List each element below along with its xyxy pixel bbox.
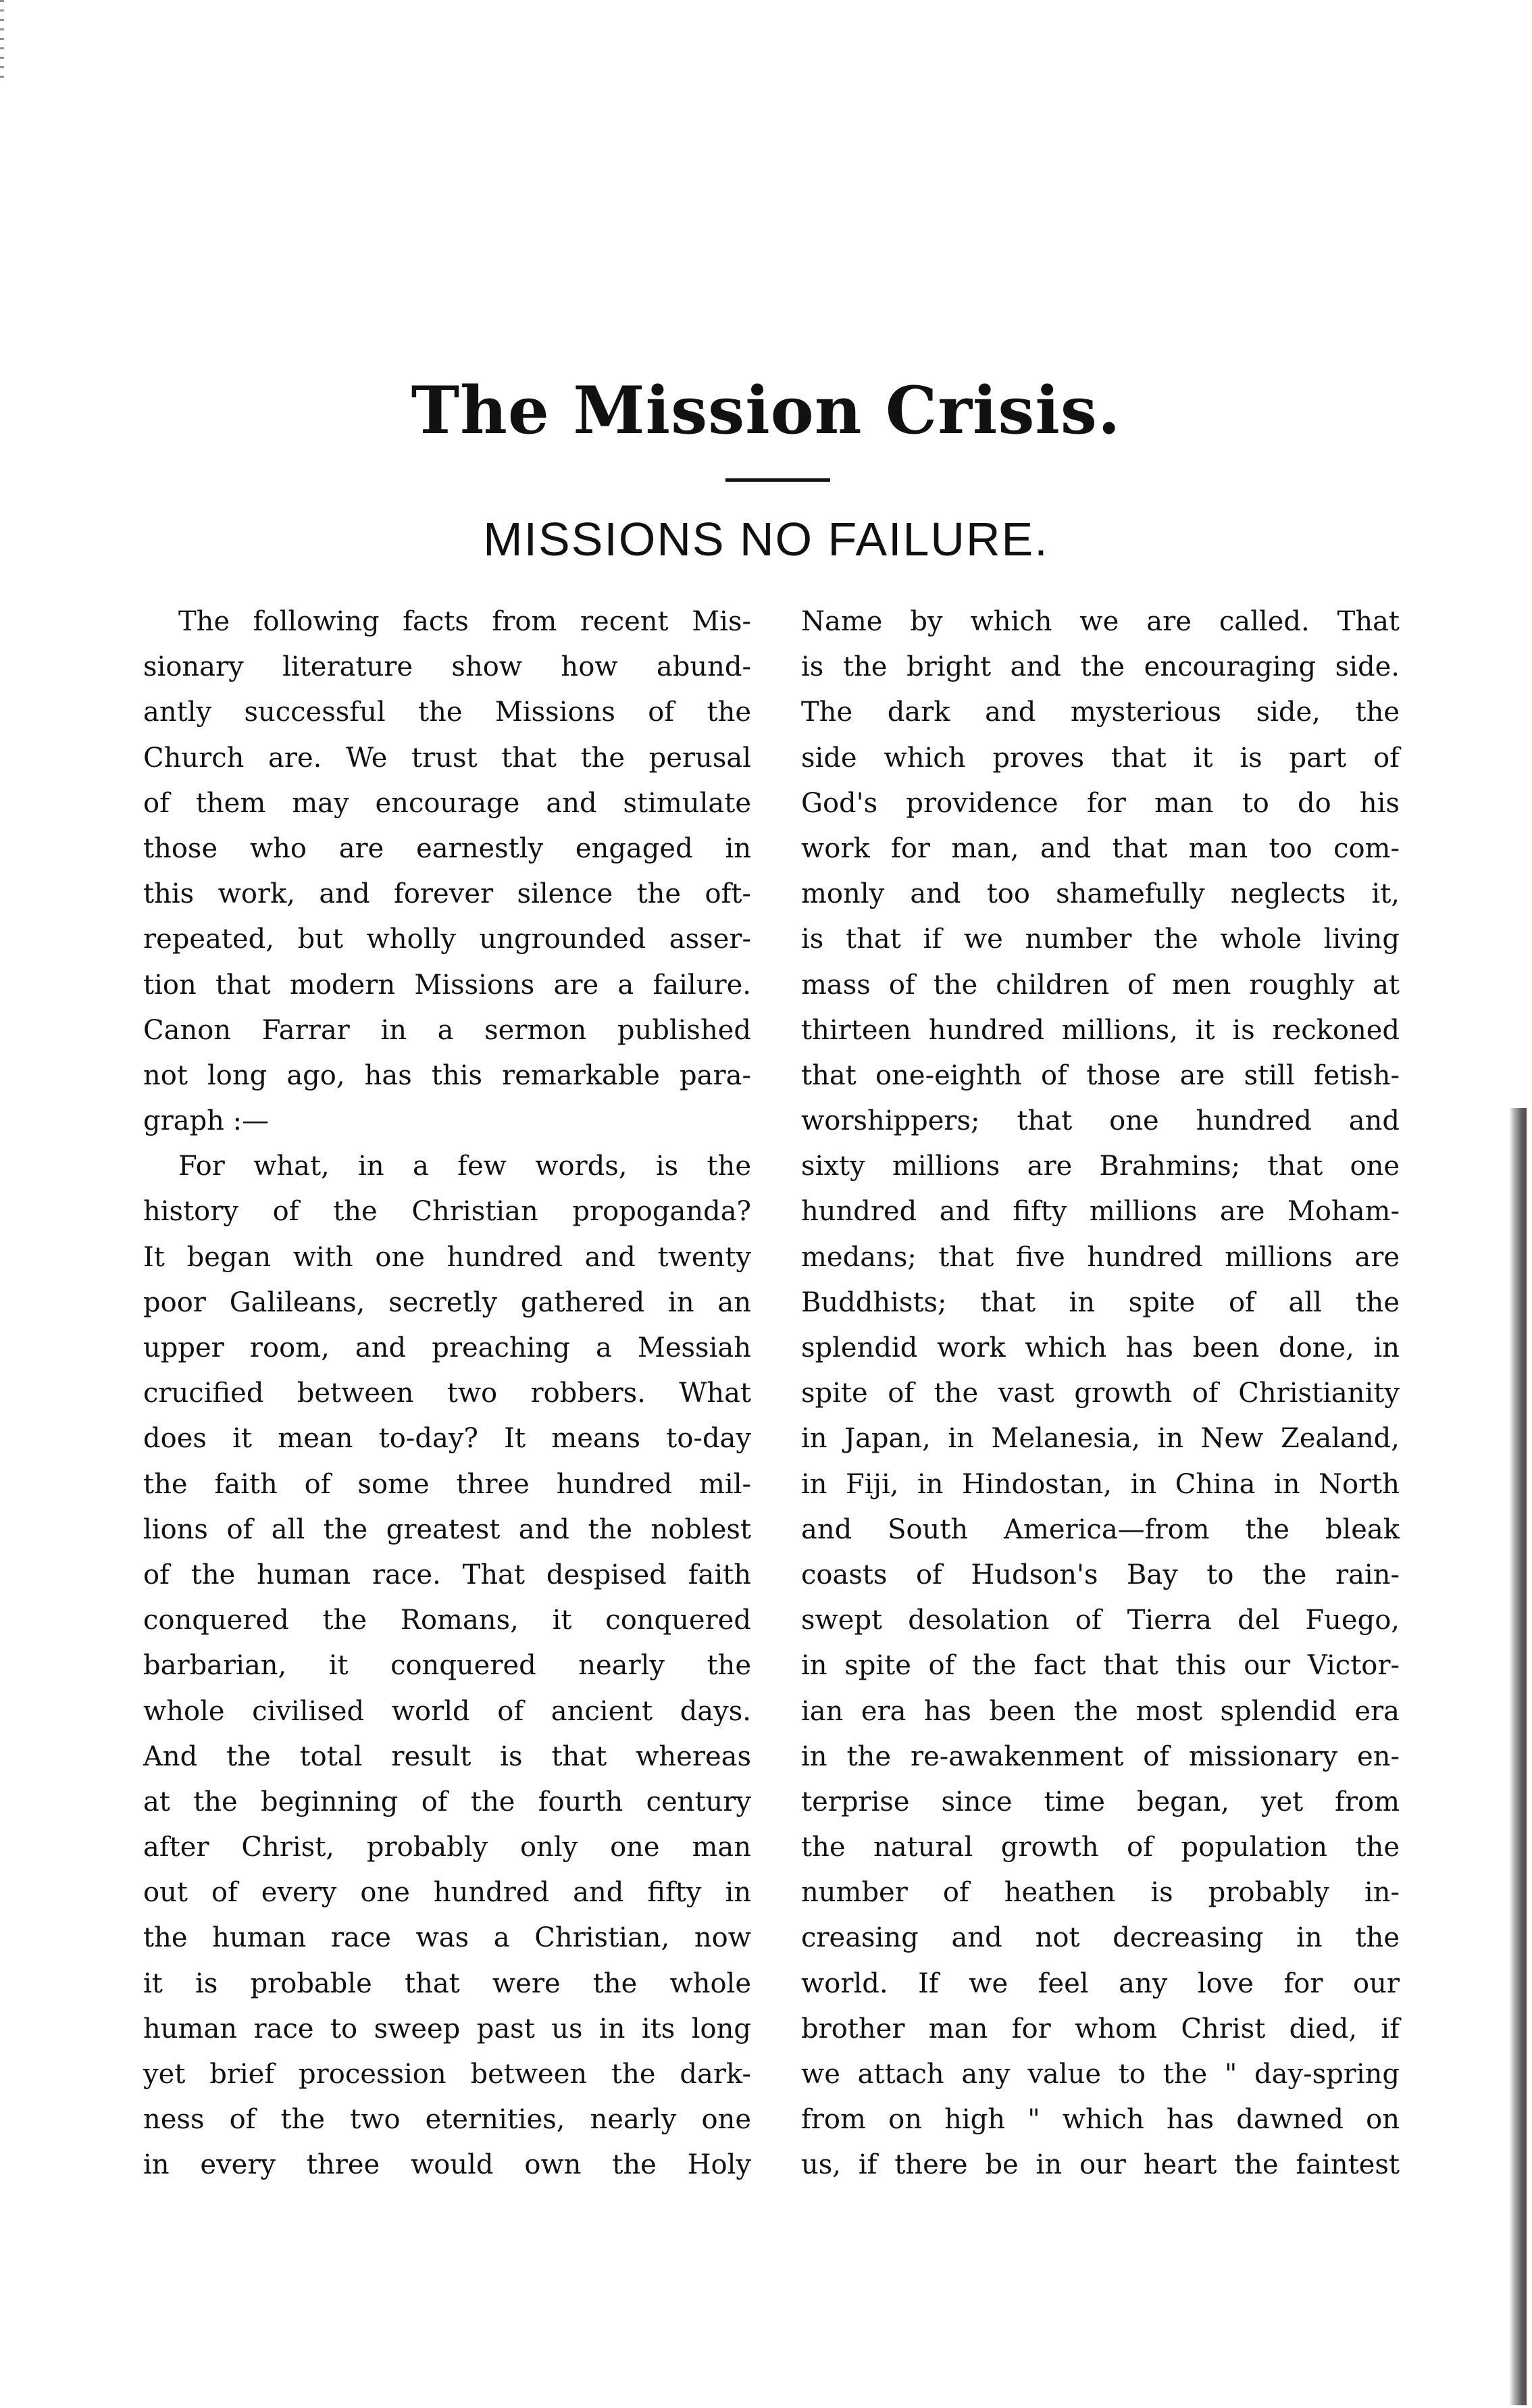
text-line: conquered the Romans, it conquered <box>143 1605 751 1636</box>
text-line: does it mean to-day? It means to-day <box>143 1423 751 1455</box>
text-line: For what, in a few words, is the <box>178 1151 751 1182</box>
text-line: it is probable that were the whole <box>143 1967 751 1999</box>
text-line: yet brief procession between the dark- <box>143 2059 751 2090</box>
text-line: God's providence for man to do his <box>801 787 1400 819</box>
text-line: is that if we number the whole living <box>801 924 1400 955</box>
text-line: poor Galileans, secretly gathered in an <box>143 1286 751 1318</box>
text-line: from on high " which has dawned on <box>801 2104 1400 2136</box>
text-line: creasing and not decreasing in the <box>801 1922 1400 1954</box>
text-line: after Christ, probably only one man <box>143 1832 751 1863</box>
text-line: ian era has been the most splendid era <box>801 1695 1400 1727</box>
text-line: And the total result is that whereas <box>143 1740 751 1772</box>
text-line: whole civilised world of ancient days. <box>143 1695 751 1727</box>
text-line: in spite of the fact that this our Victor- <box>801 1650 1400 1682</box>
text-line: the natural growth of population the <box>801 1832 1400 1863</box>
text-line: worshippers; that one hundred and <box>801 1105 1400 1137</box>
text-line: number of heathen is probably in- <box>801 1877 1400 1909</box>
text-line: the faith of some three hundred mil- <box>143 1468 751 1500</box>
text-line: repeated, but wholly ungrounded asser- <box>143 924 751 955</box>
text-line: and South America—from the bleak <box>801 1513 1400 1545</box>
scan-edge-marks <box>0 0 4 81</box>
text-line: sionary literature show how abund- <box>143 651 751 683</box>
text-line: we attach any value to the " day-spring <box>801 2059 1400 2090</box>
text-line: antly successful the Missions of the <box>143 697 751 728</box>
text-line: out of every one hundred and fifty in <box>143 1877 751 1909</box>
text-line: us, if there be in our heart the faintest <box>801 2149 1400 2181</box>
text-line: work for man, and that man too com- <box>801 832 1400 864</box>
text-line: that one-eighth of those are still fetish- <box>801 1059 1400 1091</box>
article-subtitle: MISSIONS NO FAILURE. <box>483 513 1049 566</box>
text-line: at the beginning of the fourth century <box>143 1786 751 1817</box>
text-line: spite of the vast growth of Christianity <box>801 1378 1400 1409</box>
text-line: this work, and forever silence the oft- <box>143 878 751 910</box>
text-line: splendid work which has been done, in <box>801 1332 1400 1363</box>
text-line: Buddhists; that in spite of all the <box>801 1286 1400 1318</box>
text-line: It began with one hundred and twenty <box>143 1241 751 1273</box>
text-line: Name by which we are called. That <box>801 606 1400 637</box>
text-line: tion that modern Missions are a failure. <box>143 969 751 1001</box>
text-line: brother man for whom Christ died, if <box>801 2013 1400 2045</box>
text-line: coasts of Hudson's Bay to the rain- <box>801 1559 1400 1590</box>
text-line: not long ago, has this remarkable para- <box>143 1059 751 1091</box>
text-line: The following facts from recent Mis- <box>178 606 751 637</box>
text-line: side which proves that it is part of <box>801 742 1400 774</box>
text-line: in Fiji, in Hindostan, in China in North <box>801 1468 1400 1500</box>
text-line: ness of the two eternities, nearly one <box>143 2104 751 2136</box>
text-line: medans; that five hundred millions are <box>801 1241 1400 1273</box>
text-line: hundred and fifty millions are Moham- <box>801 1196 1400 1228</box>
text-line: terprise since time began, yet from <box>801 1786 1400 1817</box>
binding-edge-shadow <box>1509 1108 1527 2405</box>
text-line: of them may encourage and stimulate <box>143 787 751 819</box>
text-line: monly and too shamefully neglects it, <box>801 878 1400 910</box>
text-line: history of the Christian propoganda? <box>143 1196 751 1228</box>
text-line: sixty millions are Brahmins; that one <box>801 1151 1400 1182</box>
text-line: thirteen hundred millions, it is reckoned <box>801 1014 1400 1046</box>
text-line: upper room, and preaching a Messiah <box>143 1332 751 1363</box>
text-line: is the bright and the encouraging side. <box>801 651 1400 683</box>
page-title: The Mission Crisis. <box>411 372 1121 449</box>
text-line: Canon Farrar in a sermon published <box>143 1014 751 1046</box>
text-line: world. If we feel any love for our <box>801 1967 1400 1999</box>
text-line: of the human race. That despised faith <box>143 1559 751 1590</box>
text-line: the human race was a Christian, now <box>143 1922 751 1954</box>
text-line: lions of all the greatest and the noblest <box>143 1513 751 1545</box>
text-line: mass of the children of men roughly at <box>801 969 1400 1001</box>
title-rule <box>725 478 830 482</box>
text-line: The dark and mysterious side, the <box>801 697 1400 728</box>
text-line: swept desolation of Tierra del Fuego, <box>801 1605 1400 1636</box>
text-line: those who are earnestly engaged in <box>143 832 751 864</box>
text-line: graph :— <box>143 1105 270 1137</box>
text-line: in Japan, in Melanesia, in New Zealand, <box>801 1423 1400 1455</box>
text-line: crucified between two robbers. What <box>143 1378 751 1409</box>
text-line: Church are. We trust that the perusal <box>143 742 751 774</box>
text-line: in every three would own the Holy <box>143 2149 751 2181</box>
text-column-left <box>143 599 751 2188</box>
text-column-right <box>801 599 1400 2188</box>
text-line: barbarian, it conquered nearly the <box>143 1650 751 1682</box>
text-line: in the re-awakenment of missionary en- <box>801 1740 1400 1772</box>
text-line: human race to sweep past us in its long <box>143 2013 751 2045</box>
